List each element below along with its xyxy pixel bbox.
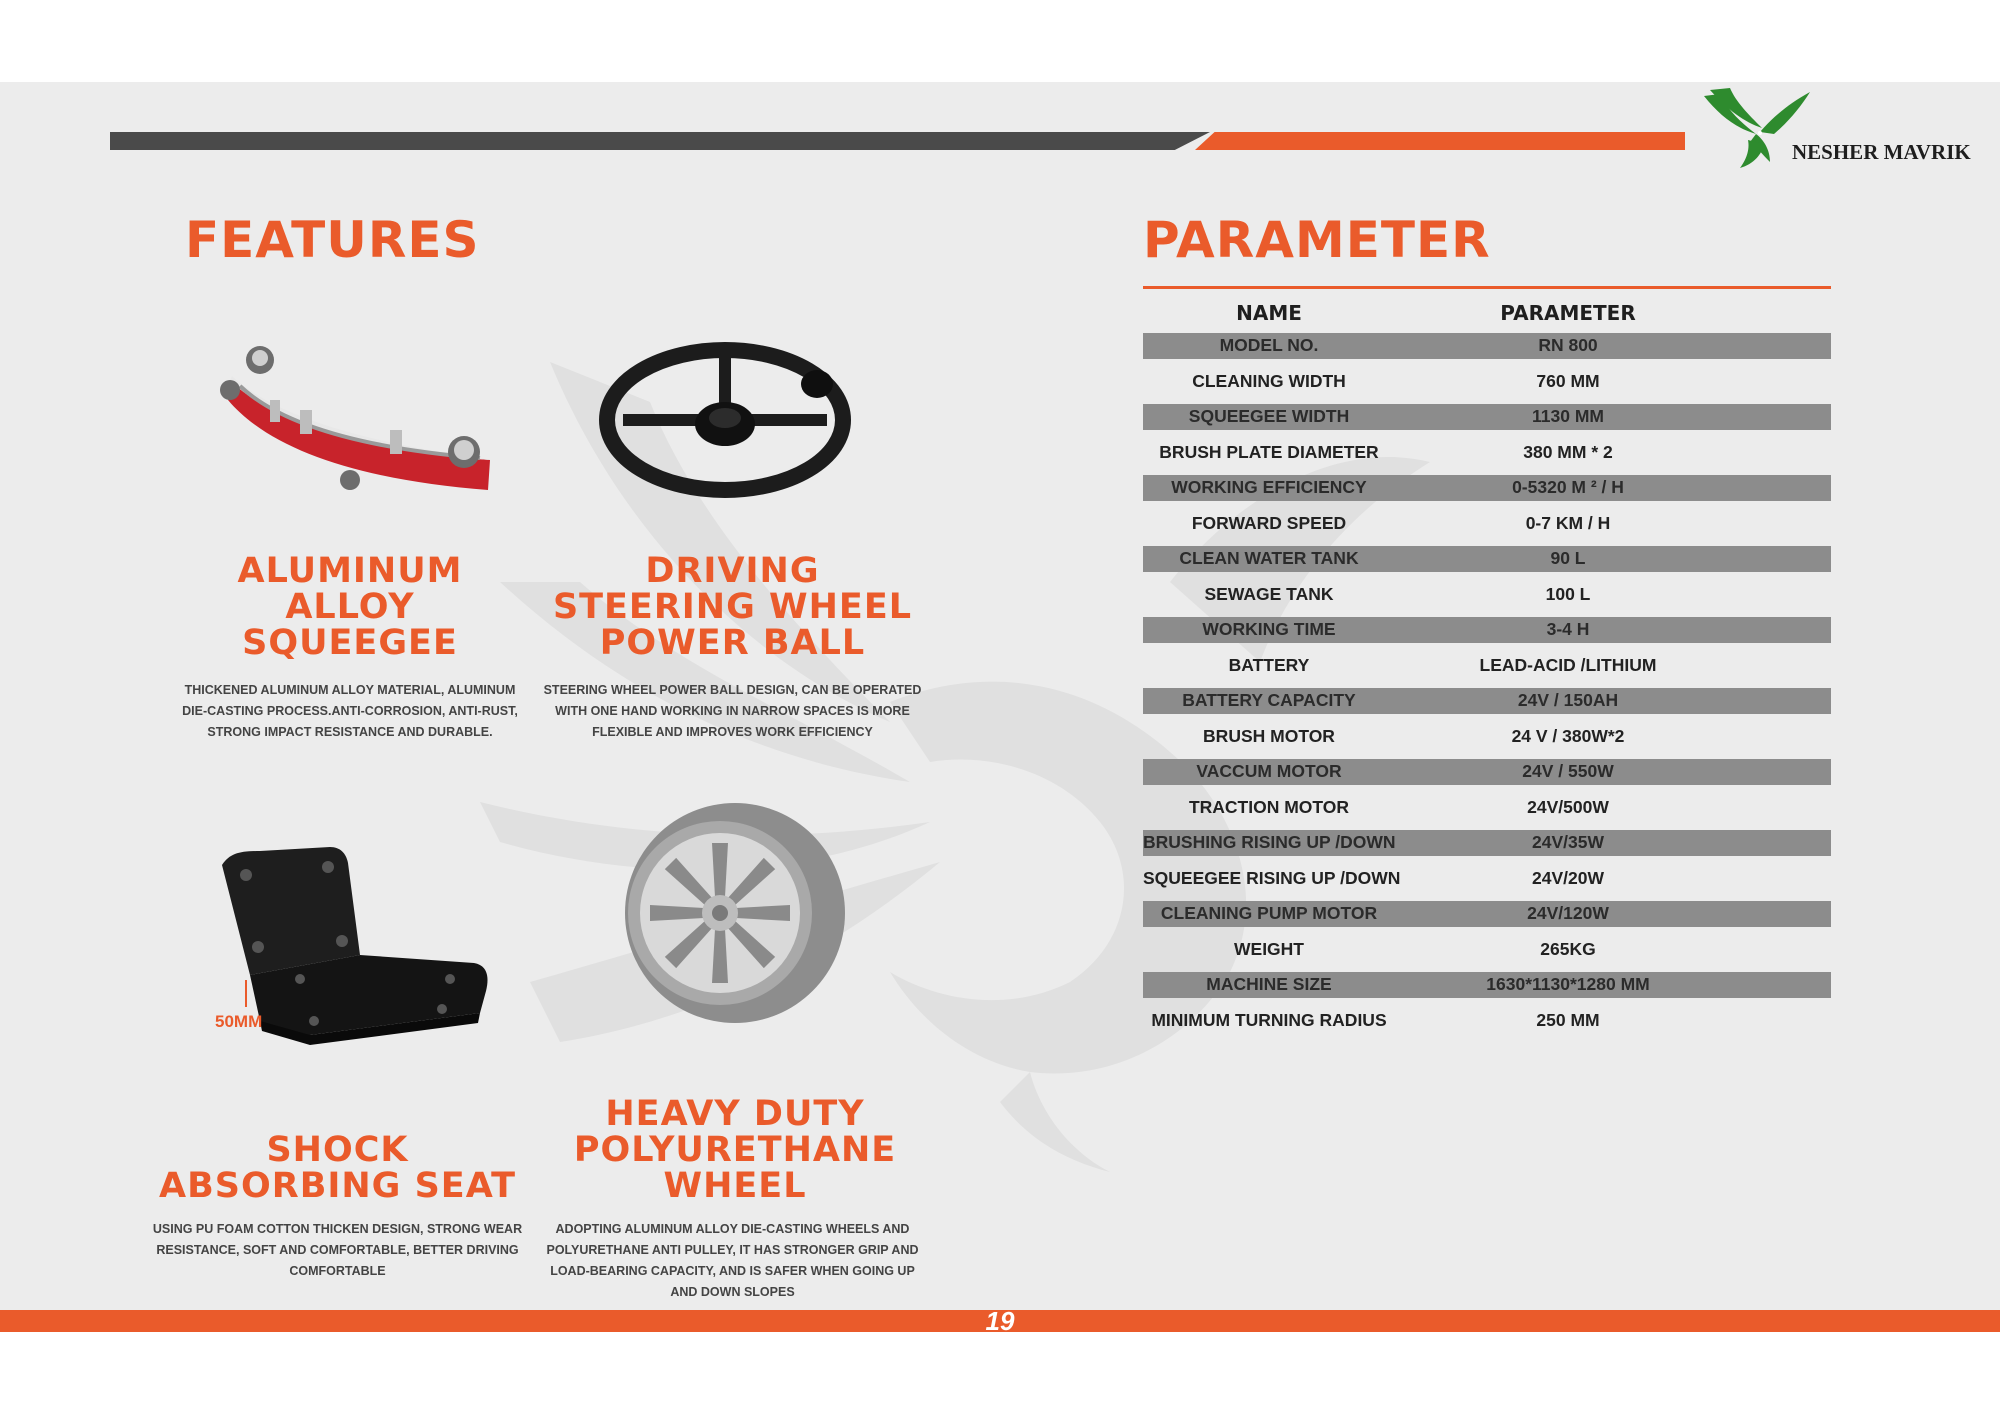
brand-logo: [1700, 88, 1970, 178]
table-row: [1143, 724, 1831, 750]
param-name: FORWARD SPEED: [1191, 512, 1347, 533]
brand-name: NESHER MAVRIK: [1792, 140, 1971, 164]
param-name: WORKING TIME: [1202, 619, 1336, 640]
header-bar-dark: [110, 132, 1210, 150]
parameter-rule: [1143, 286, 1831, 289]
param-value: 760 MM: [1536, 370, 1600, 391]
feature-title-seat: SHOCK ABSORBING SEAT: [159, 1130, 516, 1206]
table-row: [1143, 830, 1831, 856]
parameter-title: PARAMETER: [1143, 211, 1491, 269]
parameter-table: [1143, 297, 1831, 1043]
param-value: 380 MM * 2: [1523, 441, 1613, 462]
table-row: [1143, 795, 1831, 821]
param-value: LEAD-ACID /LITHIUM: [1479, 654, 1657, 675]
table-row: [1143, 972, 1831, 998]
table-row: [1143, 688, 1831, 714]
param-name: BRUSHING RISING UP /DOWN: [1143, 832, 1396, 853]
param-name: SQUEEGEE RISING UP /DOWN: [1143, 867, 1401, 888]
table-row: [1143, 511, 1831, 537]
feature-desc-wheel: ADOPTING ALUMINUM ALLOY DIE-CASTING WHEELS AND POLYURETHANE ANTI PULLEY, IT HAS STRONGER GRIP AND LOAD-BEARING CAPACITY, AND IS SAFER WHEN GOING UP AND DOWN SLOPES: [546, 1222, 919, 1299]
param-name: CLEAN WATER TANK: [1179, 548, 1359, 569]
param-value: 24V/20W: [1532, 867, 1604, 888]
param-name: MINIMUM TURNING RADIUS: [1151, 1009, 1387, 1030]
param-name: SEWAGE TANK: [1204, 583, 1334, 604]
param-name: BRUSH MOTOR: [1203, 725, 1335, 746]
param-value: 3-4 H: [1546, 619, 1590, 640]
squeegee-image: [210, 340, 500, 500]
param-value: 24 V / 380W*2: [1511, 725, 1625, 746]
feature-desc-steering: STEERING WHEEL POWER BALL DESIGN, CAN BE OPERATED WITH ONE HAND WORKING IN NARROW SPACES IS MORE FLEXIBLE AND IMPROVES WORK EFFICIENCY: [543, 683, 922, 739]
param-name: WEIGHT: [1234, 938, 1304, 959]
table-row: [1143, 653, 1831, 679]
param-value: 24V / 150AH: [1517, 690, 1619, 711]
param-value: 250 MM: [1536, 1009, 1600, 1030]
param-name: TRACTION MOTOR: [1188, 796, 1350, 817]
table-row: [1143, 440, 1831, 466]
param-name: SQUEEGEE WIDTH: [1188, 406, 1350, 427]
table-row: [1143, 1008, 1831, 1034]
param-name: BATTERY CAPACITY: [1182, 690, 1356, 711]
param-value: 24V/120W: [1527, 903, 1609, 924]
param-value: 24V/35W: [1532, 832, 1604, 853]
table-row: [1143, 866, 1831, 892]
table-row: [1143, 937, 1831, 963]
table-row: [1143, 901, 1831, 927]
steering-wheel-image: [595, 340, 855, 500]
param-value: 100 L: [1545, 583, 1591, 604]
param-name: VACCUM MOTOR: [1196, 761, 1342, 782]
feature-title-steering: DRIVING STEERING WHEEL POWER BALL: [552, 551, 913, 663]
param-value: 90 L: [1550, 548, 1586, 569]
table-row: [1143, 333, 1831, 359]
param-name: WORKING EFFICIENCY: [1171, 477, 1367, 498]
header-bar-orange: [1195, 132, 1685, 150]
param-value: RN 800: [1538, 335, 1598, 356]
feature-desc-seat: USING PU FOAM COTTON THICKEN DESIGN, STRONG WEAR RESISTANCE, SOFT AND COMFORTABLE, BETTER DRIVING COMFORTABLE: [152, 1222, 523, 1278]
seat-dimension-label: 50MM: [215, 1012, 263, 1031]
table-row: [1143, 475, 1831, 501]
table-row: [1143, 546, 1831, 572]
param-value: 0-7 KM / H: [1525, 512, 1611, 533]
param-name: MACHINE SIZE: [1206, 974, 1332, 995]
table-header: [1143, 297, 1831, 329]
param-name: CLEANING WIDTH: [1192, 370, 1346, 391]
param-value: 1130 MM: [1532, 406, 1604, 427]
table-row: [1143, 582, 1831, 608]
features-title: FEATURES: [185, 211, 480, 269]
table-row: [1143, 617, 1831, 643]
feature-title-wheel: HEAVY DUTY POLYURETHANE WHEEL: [573, 1094, 897, 1206]
table-row: [1143, 404, 1831, 430]
param-name: CLEANING PUMP MOTOR: [1160, 903, 1378, 924]
param-value: 265KG: [1540, 938, 1596, 959]
param-name: BATTERY: [1228, 654, 1310, 675]
header-name: NAME: [1236, 301, 1302, 325]
feature-desc-squeegee: THICKENED ALUMINUM ALLOY MATERIAL, ALUMINUM DIE-CASTING PROCESS.ANTI-CORROSION, ANTI-RUST, STRONG IMPACT RESISTANCE AND DURABLE.: [182, 683, 518, 739]
table-row: [1143, 759, 1831, 785]
param-value: 24V / 550W: [1522, 761, 1614, 782]
param-name: MODEL NO.: [1219, 335, 1319, 356]
param-value: 24V/500W: [1527, 796, 1609, 817]
header-parameter: PARAMETER: [1500, 301, 1636, 325]
param-name: BRUSH PLATE DIAMETER: [1159, 441, 1379, 462]
wheel-image: [620, 798, 850, 1028]
feature-title-squeegee: ALUMINUM ALLOY SQUEEGEE: [237, 551, 463, 663]
param-value: 0-5320 M ² / H: [1512, 477, 1624, 498]
param-value: 1630*1130*1280 MM: [1486, 974, 1650, 995]
table-row: [1143, 369, 1831, 395]
page-number: 19: [985, 1306, 1015, 1336]
